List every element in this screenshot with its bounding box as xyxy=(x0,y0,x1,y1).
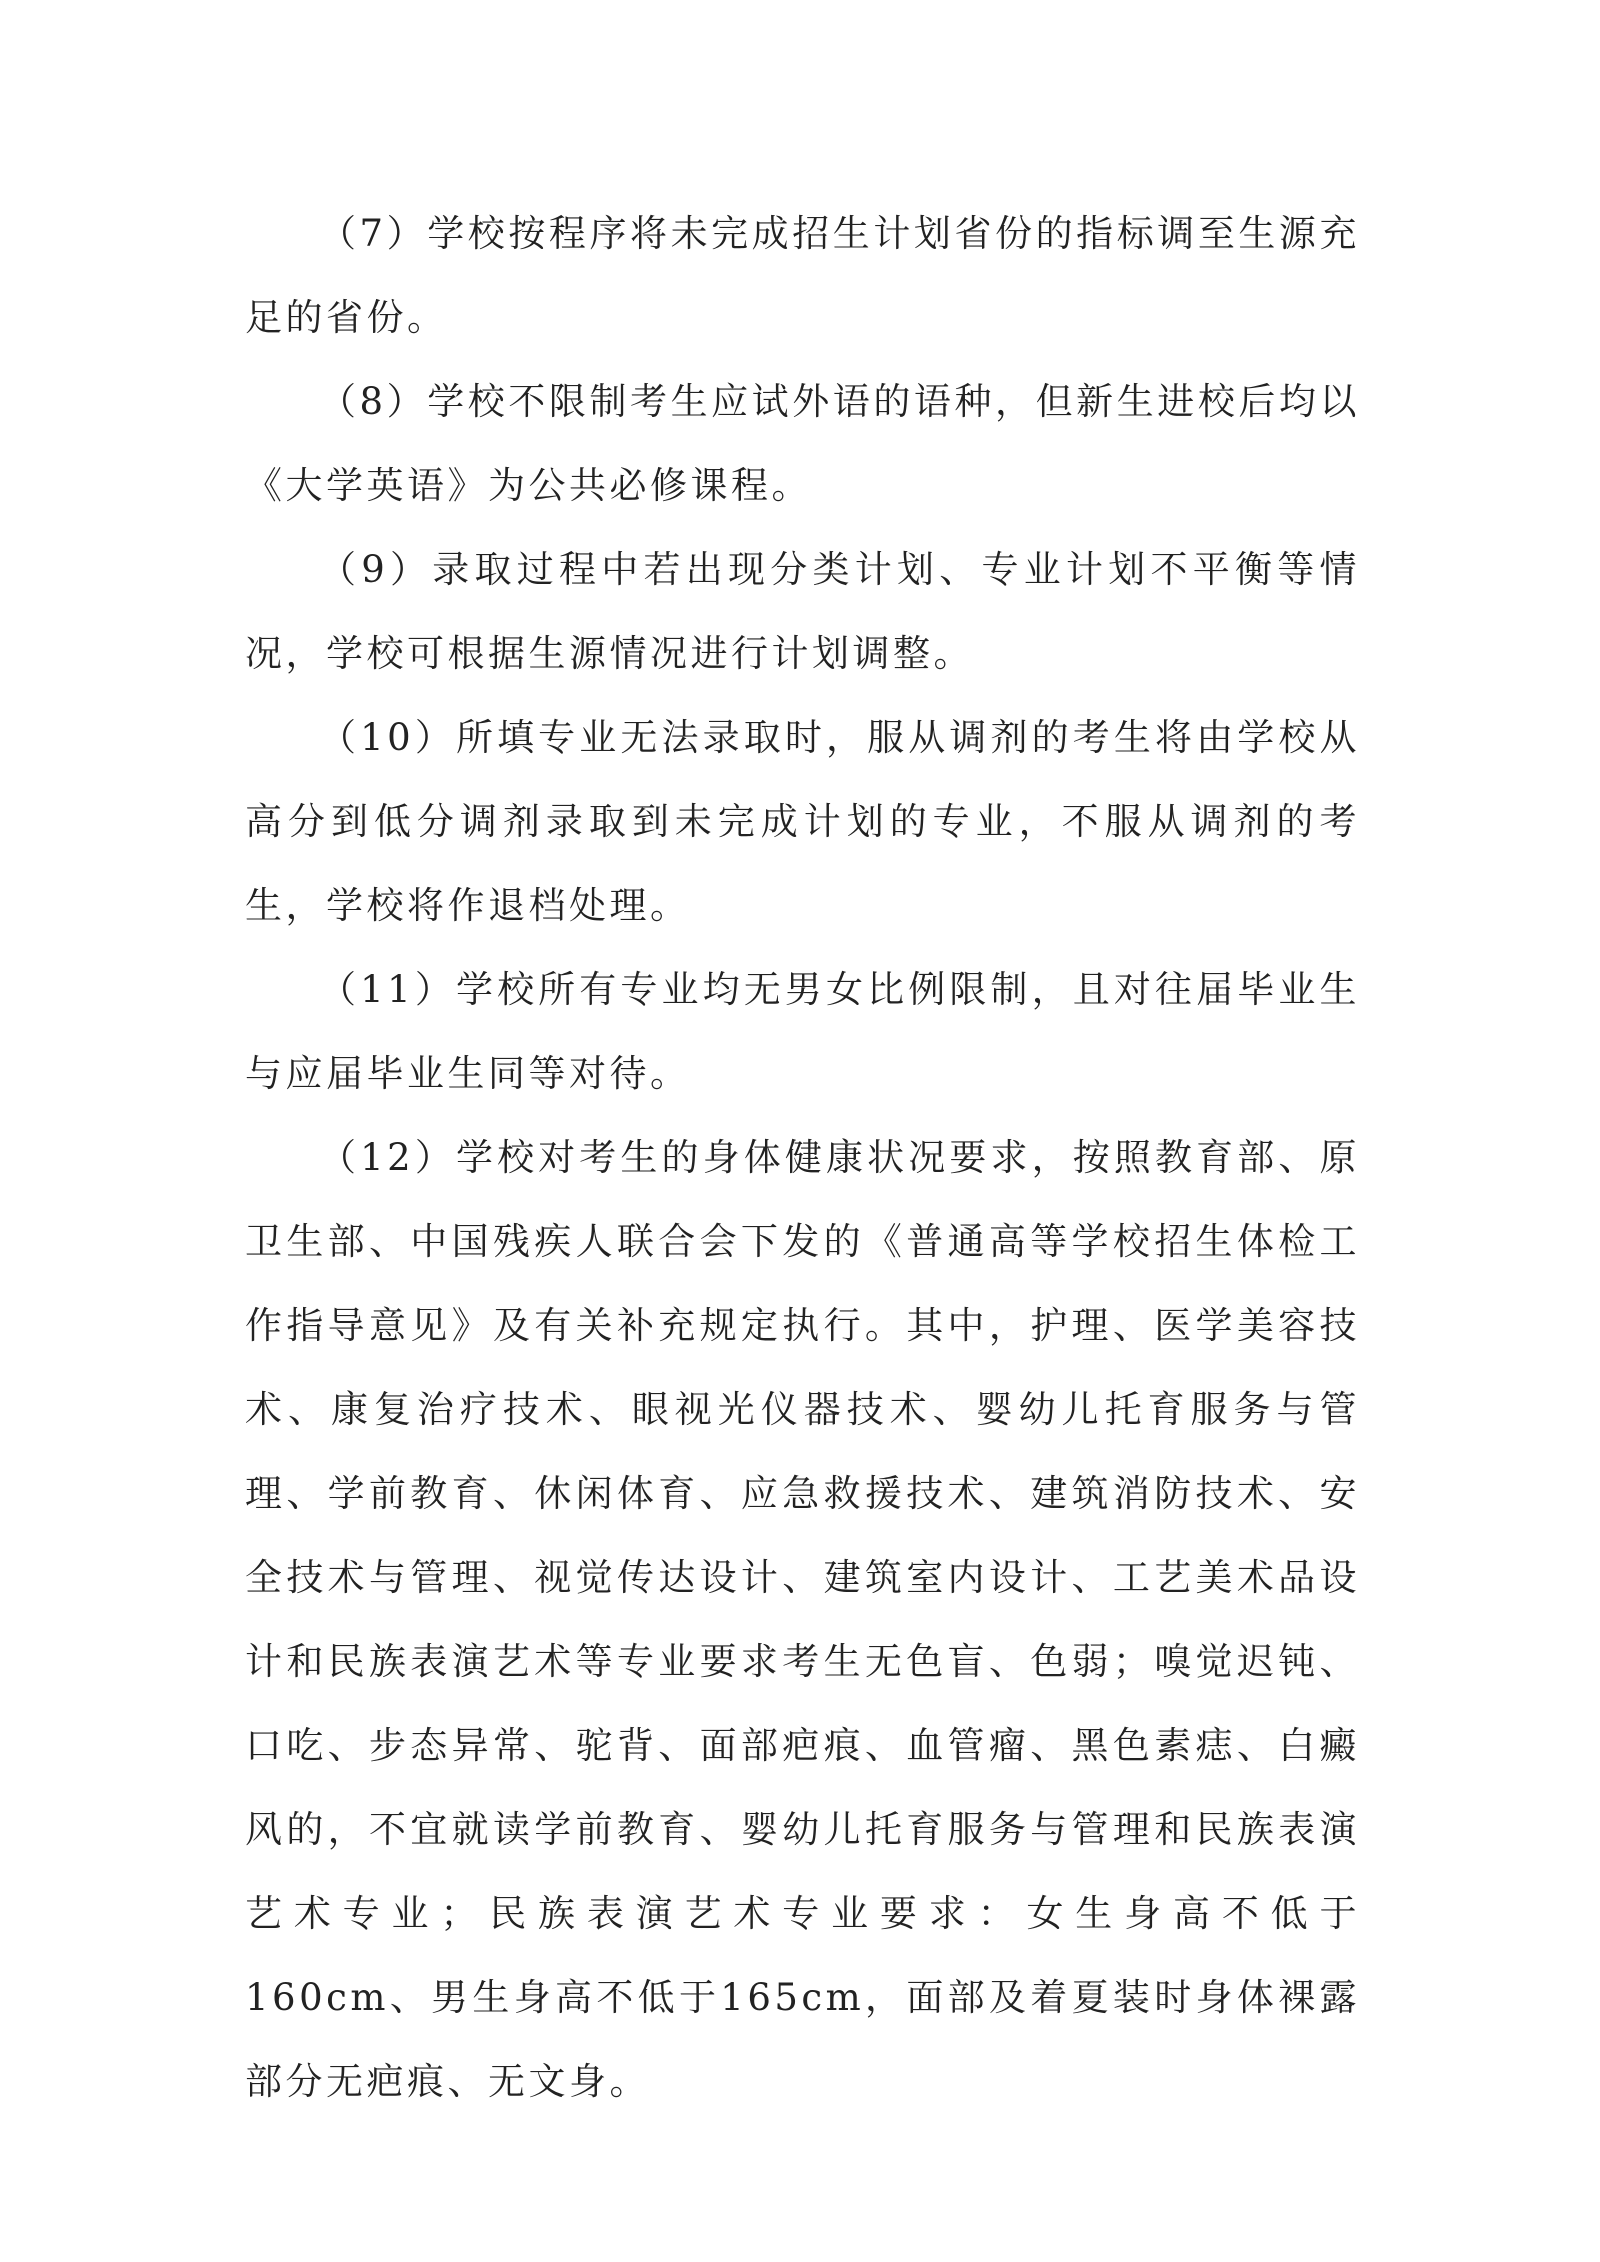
paragraph-8: （8）学校不限制考生应试外语的语种，但新生进校后均以《大学英语》为公共必修课程。 xyxy=(245,380,1360,507)
paragraph-7: （7）学校按程序将未完成招生计划省份的指标调至生源充足的省份。 xyxy=(245,212,1360,339)
document-body xyxy=(245,192,1360,2124)
paragraph-9: （9）录取过程中若出现分类计划、专业计划不平衡等情况，学校可根据生源情况进行计划调整。 xyxy=(245,548,1360,675)
paragraph-12: （12）学校对考生的身体健康状况要求，按照教育部、原卫生部、中国残疾人联合会下发的《普通高等学校招生体检工作指导意见》及有关补充规定执行。其中，护理、医学美容技术、康复治疗技术、眼视光仪器技术、婴幼儿托育服务与管理、学前教育、休闲体育、应急救援技术、建筑消防技术、安全技术与管理、视觉传达设计、建筑室内设计、工艺美术品设计和民族表演艺术等专业要求考生无色盲、色弱；嗅觉迟钝、口吃、步态异常、驼背、面部疤痕、血管瘤、黑色素痣、白癜风的，不宜就读学前教育、婴幼儿托育服务与管理和民族表演艺术专业；民族表演艺术专业要求：女生身高不低于160cm、男生身高不低于165cm，面部及着夏装时身体裸露部分无疤痕、无文身。 xyxy=(245,1136,1360,2103)
paragraph-11: （11）学校所有专业均无男女比例限制，且对往届毕业生与应届毕业生同等对待。 xyxy=(245,968,1360,1095)
paragraph-10: （10）所填专业无法录取时，服从调剂的考生将由学校从高分到低分调剂录取到未完成计划的专业，不服从调剂的考生，学校将作退档处理。 xyxy=(245,716,1360,927)
